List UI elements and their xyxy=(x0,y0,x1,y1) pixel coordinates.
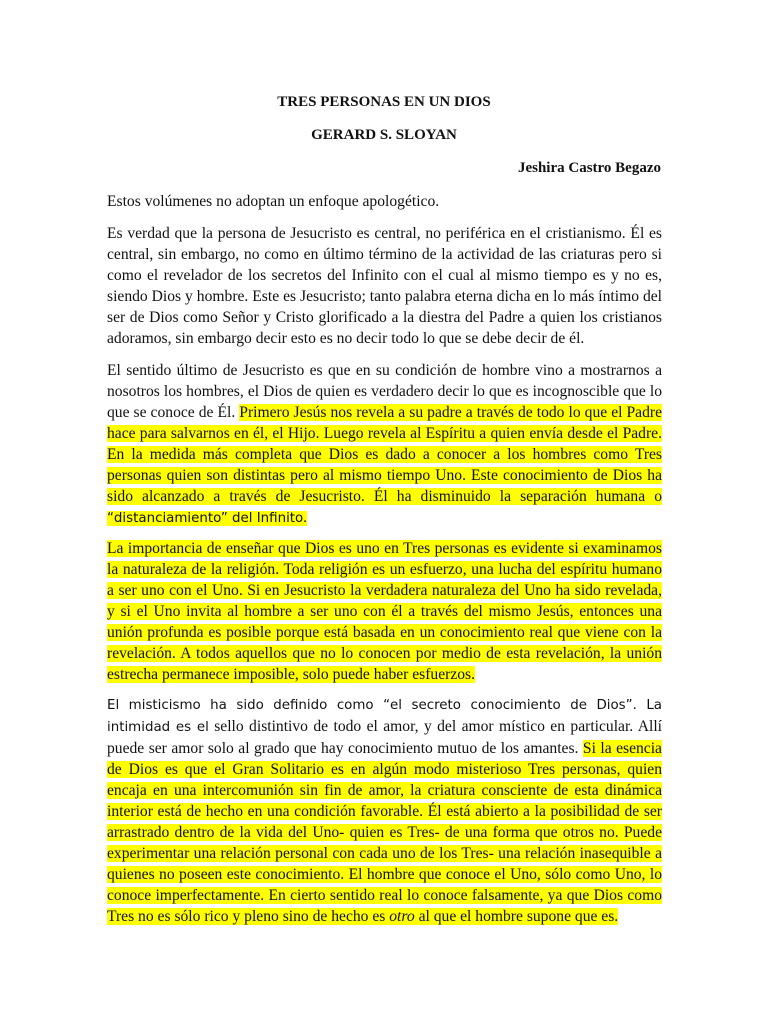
highlight-5: al que el hombre supone que es. xyxy=(414,908,619,925)
highlight-italic: otro xyxy=(389,908,415,925)
document-title: TRES PERSONAS EN UN DIOS xyxy=(277,94,491,110)
summary-author: Jeshira Castro Begazo xyxy=(517,160,661,176)
highlight-3: La importancia de enseñar que Dios es uno en Tres personas es evidente si examinamos la naturaleza de la religión. Toda religión es un esfuerzo, una lucha del espíritu humano a ser uno con el Uno. Si en Jesucristo la verdadera naturaleza del Uno ha sido revelada, y si el Uno invita al hombre a ser uno con él a través del mismo Jesús, entonces una unión profunda es posible porque está basada en un conocimiento real que viene con la revelación. A todos aquellos que no lo conocen por medio de esta revelación, la unión estrecha permanece imposible, solo puede haber esfuerzos. xyxy=(107,540,662,683)
paragraph-4 xyxy=(107,538,662,685)
paragraph-2: Es verdad que la persona de Jesucristo es central, no periférica en el cristianismo. Él es central, sin embargo, no como en último término de la actividad de las criaturas pero si como el revelador de los secretos del Infinito con el cual al mismo tiempo es y no es, siendo Dios y hombre. Este es Jesucristo; tanto palabra eterna dicha en lo más íntimo del ser de Dios como Señor y Cristo glorificado a la diestra del Padre a quien los cristianos adoramos, sin embargo decir esto es no decir todo lo que se debe decir de él. xyxy=(107,225,662,347)
paragraph-3 xyxy=(107,360,662,529)
paragraph-5-text: sello distintivo de todo el amor, y del amor místico en particular. Allí puede ser amor solo al grado que hay conocimiento mutuo de los amantes. xyxy=(107,718,662,757)
paragraph-5 xyxy=(107,694,662,927)
paragraph-5-lead: El misticismo ha sido definido como “el secreto conocimiento de Dios”. La intimidad es el xyxy=(107,698,662,735)
paragraph-3-text: El sentido último de Jesucristo es que en su condición de hombre vino a mostrarnos a nosotros los hombres, el Dios de quien es verdadero decir lo que es incognoscible que lo que se conoce de Él. xyxy=(107,362,662,421)
book-author: GERARD S. SLOYAN xyxy=(311,127,457,143)
highlight-2: “distanciamiento” del Infinito. xyxy=(107,511,308,526)
highlight-1: Primero Jesús nos revela a su padre a través de todo lo que el Padre hace para salvarnos en él, el Hijo. Luego revela al Espíritu a quien envía desde el Padre. En la medida más completa que Dios es dado a conocer a los hombres como Tres personas quien son distintas pero al mismo tiempo Uno. Este conocimiento de Dios ha sido alcanzado a través de Jesucristo. Él ha disminuido la separación humana o xyxy=(107,404,662,505)
highlight-4: Si la esencia de Dios es que el Gran Solitario es en algún modo misterioso Tres personas, quien encaja en una intercomunión sin fin de amor, la criatura consciente de esta dinámica interior está de hecho en una condición favorable. Él está abierto a la posibilidad de ser arrastrado dentro de la vida del Uno- quien es Tres- de una forma que otros no. Puede experimentar una relación personal con cada uno de los Tres- una relación inasequible a quienes no poseen este conocimiento. El hombre que conoce el Uno, sólo como Uno, lo conoce imperfectamente. En cierto sentido real lo conoce falsamente, ya que Dios como Tres no es sólo rico y pleno sino de hecho es xyxy=(107,740,662,925)
paragraph-1: Estos volúmenes no adoptan un enfoque apologético. xyxy=(107,193,440,210)
